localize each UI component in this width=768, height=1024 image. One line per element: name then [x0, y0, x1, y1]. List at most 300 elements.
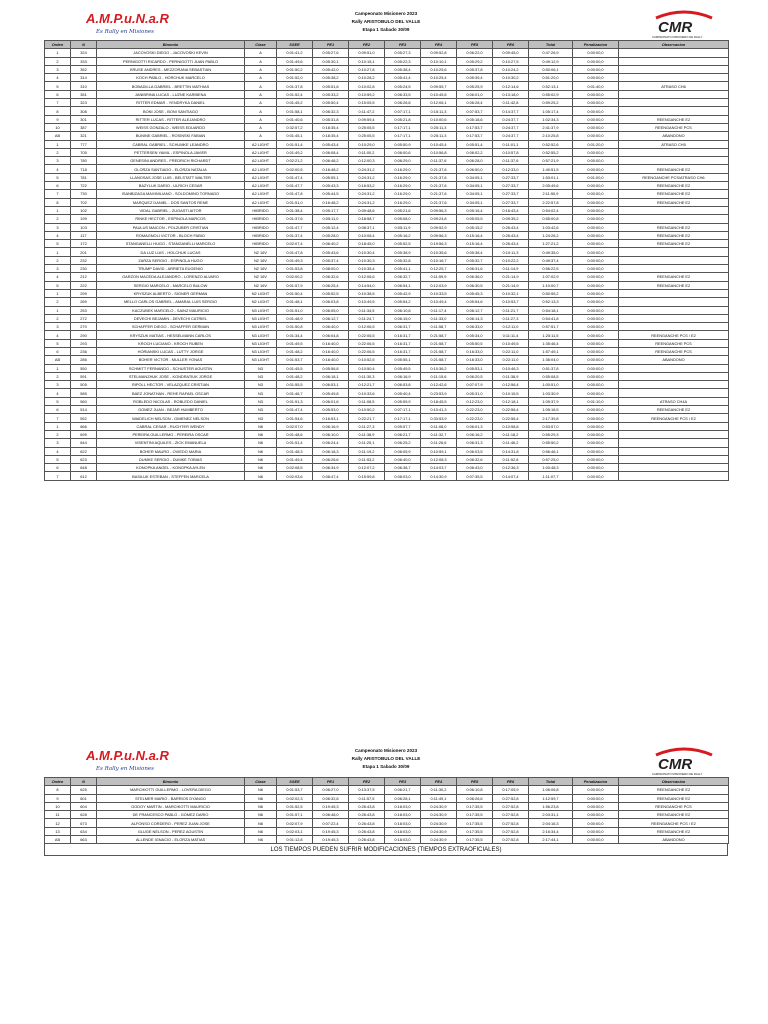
table-cell — [619, 430, 729, 438]
svg-text:Es Rally en Misiones: Es Rally en Misiones — [96, 29, 154, 35]
table-cell: 0:00:00,0 — [573, 65, 619, 73]
table-cell: 3 — [45, 323, 71, 331]
table-cell: 0:05:21,8 — [385, 115, 421, 123]
table-cell: 0:11:18,2 — [493, 430, 529, 438]
table-row — [45, 819, 729, 827]
table-cell: 0:01:40,6 — [277, 115, 313, 123]
table-row — [45, 339, 729, 347]
table-cell: 0:24:31,2 — [349, 173, 385, 181]
table-cell: 172 — [71, 240, 97, 248]
table-cell: 0:01:37,6 — [277, 215, 313, 223]
results-sheet-1 — [44, 8, 728, 481]
table-cell: 0:06:40,0 — [313, 323, 349, 331]
table-cell: N6 — [245, 439, 277, 447]
table-cell: 2 — [45, 57, 71, 65]
table-cell — [619, 206, 729, 214]
table-cell: 0:21:58,7 — [421, 339, 457, 347]
table-cell: A — [245, 65, 277, 73]
table-cell: 591 — [71, 372, 97, 380]
table-cell: 0:21:58,7 — [421, 347, 457, 355]
table-cell: 0:06:01,0 — [457, 90, 493, 98]
table-cell: CABRAL CESAR - RUCHTER WENDY — [97, 422, 245, 430]
table-row — [45, 397, 729, 405]
column-header: PE1 — [313, 41, 349, 49]
table-cell: 0:06:03,8 — [313, 298, 349, 306]
table-cell: 0:00:00,0 — [573, 289, 619, 297]
table-cell: 0:11:24,7 — [349, 314, 385, 322]
table-cell: 0:01:48,6 — [277, 430, 313, 438]
table-cell: 0:16:29,0 — [385, 190, 421, 198]
table-cell: 0:08:00,0 — [313, 265, 349, 273]
table-cell: 0:56:22,5 — [529, 265, 573, 273]
table-cell: 0:01:51,0 — [277, 306, 313, 314]
table-cell: 718 — [71, 165, 97, 173]
table-cell: 0:19:45,3 — [313, 827, 349, 835]
table-cell: 0:12:06,1 — [421, 99, 457, 107]
table-cell: 0:18:03,0 — [385, 819, 421, 827]
table-cell: REENGANCHE E2 — [619, 827, 729, 835]
table-cell — [619, 265, 729, 273]
table-cell: 673 — [71, 819, 97, 827]
table-cell: 560 — [71, 397, 97, 405]
table-cell: 0:12:18,1 — [493, 397, 529, 405]
table-cell: REENGANCHE E2 — [619, 273, 729, 281]
table-cell: 4 — [45, 447, 71, 455]
table-cell: 310 — [71, 82, 97, 90]
table-cell: 0:22:06,5 — [349, 331, 385, 339]
table-cell: 286 — [71, 356, 97, 364]
table-cell: 0:02:03,1 — [277, 827, 313, 835]
table-cell: 0:13:18,0 — [493, 90, 529, 98]
table-row — [45, 430, 729, 438]
table-cell: 0:10:57,8 — [493, 148, 529, 156]
table-cell: 0:11:38,9 — [349, 430, 385, 438]
table-cell: 0:05:27,6 — [313, 49, 349, 57]
table-cell: 0:11:47,2 — [349, 107, 385, 115]
table-cell: 0:05:43,6 — [313, 248, 349, 256]
table-cell: 0:00:00,0 — [573, 123, 619, 131]
table-row — [45, 314, 729, 322]
table-cell: 0:12:25,7 — [421, 265, 457, 273]
table-cell: REENGANCHE E2 — [619, 281, 729, 289]
table-cell: 4 — [45, 389, 71, 397]
table-cell: 0:11:30,3 — [349, 372, 385, 380]
table-cell: 0:06:53,1 — [313, 381, 349, 389]
table-cell: 0:05:56,8 — [313, 364, 349, 372]
table-cell: N3 — [245, 414, 277, 422]
table-cell: 0:10:30,4 — [349, 248, 385, 256]
table-cell: 0:17:17,1 — [385, 123, 421, 131]
table-cell: 0:00:00,0 — [573, 472, 619, 480]
table-cell: 0:11:32,7 — [421, 430, 457, 438]
table-cell: 0:50:06,1 — [529, 65, 573, 73]
table-cell: 1:03:42,6 — [529, 223, 573, 231]
table-cell: BOHER VICTOR - MULLER YONAS — [97, 356, 245, 364]
table-cell — [619, 298, 729, 306]
table-cell: 634 — [71, 827, 97, 835]
column-header: PE3 — [385, 41, 421, 49]
table-cell: 0:10:15,1 — [349, 57, 385, 65]
table-cell: 0:10:49,5 — [493, 339, 529, 347]
table-cell: A — [245, 90, 277, 98]
table-cell: 0:10:11,3 — [493, 248, 529, 256]
table-row — [45, 356, 729, 364]
table-cell: REENGANCHE PCS / E2 — [619, 819, 729, 827]
table-cell: 0:00:00,0 — [573, 786, 619, 794]
table-cell: 0:10:35,6 — [421, 248, 457, 256]
table-cell: 0:00:00,0 — [573, 298, 619, 306]
table-cell: BAEZ JONATHAN - REHE RAFAEL OSCAR — [97, 389, 245, 397]
table-cell: 333 — [71, 57, 97, 65]
table-cell: N3 — [245, 372, 277, 380]
table-cell: 0:06:05,0 — [313, 306, 349, 314]
table-cell: 0:06:31,6 — [457, 265, 493, 273]
table-cell: 0:22:11,0 — [493, 347, 529, 355]
table-cell: 1:24:26,2 — [529, 231, 573, 239]
disclaimer-note: LOS TIEMPOS PUEDEN SUFRIR MODIFICACIONES (TIEMPOS EXTRAOFICIALES) — [44, 844, 728, 856]
table-row — [45, 281, 729, 289]
table-cell: 0:24:31,2 — [349, 198, 385, 206]
table-cell: 0:26:43,8 — [349, 836, 385, 844]
table-cell: MARQUEZ DANIEL - DOS SANTOS RENE — [97, 198, 245, 206]
table-cell: 0:15:16,4 — [457, 231, 493, 239]
table-cell: 0:34:05,1 — [457, 190, 493, 198]
column-header: PE3 — [385, 778, 421, 786]
table-cell: 514 — [71, 406, 97, 414]
table-cell: 0:12:08,3 — [421, 455, 457, 463]
table-cell: 0:09:52,8 — [421, 49, 457, 57]
table-cell: 0:06:38,7 — [385, 464, 421, 472]
table-row — [45, 273, 729, 281]
table-cell — [619, 215, 729, 223]
table-cell: 272 — [71, 314, 97, 322]
table-cell: 0:01:48,1 — [277, 298, 313, 306]
table-cell: RINKE HECTOR - ESPINOLA MARCOS — [97, 215, 245, 223]
table-cell: 0:10:53,7 — [493, 298, 529, 306]
table-row — [45, 347, 729, 355]
table-row — [45, 414, 729, 422]
table-cell: 0:00:00,0 — [573, 265, 619, 273]
table-cell: N3 LIGHT — [245, 323, 277, 331]
table-cell: 0:09:48,6 — [349, 206, 385, 214]
table-cell: A2 LIGHT — [245, 140, 277, 148]
table-cell: 0:05:57,7 — [385, 422, 421, 430]
table-cell: 0:10:49,4 — [421, 298, 457, 306]
table-cell — [619, 389, 729, 397]
table-cell: 0:01:49,6 — [277, 57, 313, 65]
table-cell: ISANBIZAGA MAXIMILIANO - SOLDOMINO TORNADO — [97, 190, 245, 198]
table-cell: 0:11:11,4 — [493, 331, 529, 339]
table-cell: 0:32:57,2 — [277, 123, 313, 131]
table-cell: 0:11:01,1 — [493, 140, 529, 148]
table-cell: ABANDONO — [619, 356, 729, 364]
table-cell: 1:27:21,2 — [529, 240, 573, 248]
table-row — [45, 90, 729, 98]
table-cell: 1:03:30,9 — [529, 389, 573, 397]
table-cell: 0:02:07,4 — [277, 240, 313, 248]
table-cell: 0:01:51,0 — [277, 198, 313, 206]
table-cell: 5 — [45, 82, 71, 90]
table-cell: 0:00:00,0 — [573, 347, 619, 355]
table-cell: 0:50:55,2 — [529, 289, 573, 297]
table-cell: A2 LIGHT — [245, 148, 277, 156]
table-cell — [619, 99, 729, 107]
title-block — [44, 747, 728, 771]
table-cell: 0:17:53,7 — [457, 132, 493, 140]
table-cell: 0:16:40,0 — [313, 347, 349, 355]
table-cell: 0:00:00,0 — [573, 256, 619, 264]
table-cell: 0:11:37,6 — [421, 157, 457, 165]
table-cell: 0:00:00,0 — [573, 331, 619, 339]
table-cell: 0:05:51,4 — [457, 140, 493, 148]
svg-text:CAMPEONATO MISIONERO DE RALLY: CAMPEONATO MISIONERO DE RALLY — [652, 35, 703, 39]
table-cell: 0:01:52,4 — [277, 90, 313, 98]
table-cell: 8 — [45, 107, 71, 115]
table-cell: 0:05:31,8 — [313, 115, 349, 123]
table-cell: 0:16:40,0 — [313, 356, 349, 364]
column-header: PE1 — [313, 778, 349, 786]
table-cell: BAZYLUK DARIO - ULRICH CESAR — [97, 182, 245, 190]
table-cell: 0:00:00,0 — [573, 248, 619, 256]
table-cell: 663 — [71, 836, 97, 844]
table-cell: A — [245, 107, 277, 115]
table-row — [45, 248, 729, 256]
table-cell: 0:05:18,6 — [457, 115, 493, 123]
table-cell: 0:06:16,2 — [457, 430, 493, 438]
table-cell: 299 — [71, 289, 97, 297]
table-cell: 0:05:27,3 — [385, 49, 421, 57]
table-cell: ABANDONO — [619, 132, 729, 140]
table-cell: 1 — [45, 364, 71, 372]
table-row — [45, 165, 729, 173]
table-cell: 3 — [45, 223, 71, 231]
table-cell: 0:01:49,4 — [277, 455, 313, 463]
table-cell: HORIANSKI LUCAS - LUTTY JORGE — [97, 347, 245, 355]
table-row — [45, 802, 729, 810]
table-cell: 1:02:34,3 — [529, 115, 573, 123]
table-cell: 0:10:28,2 — [349, 74, 385, 82]
table-cell: AB — [45, 356, 71, 364]
table-cell — [619, 256, 729, 264]
table-cell — [619, 472, 729, 480]
table-row — [45, 447, 729, 455]
column-header: PE4 — [421, 778, 457, 786]
results-table — [44, 40, 729, 481]
table-cell: 0:01:45,1 — [277, 132, 313, 140]
table-cell: 0:01:47,7 — [277, 223, 313, 231]
svg-text:CAMPEONATO MISIONERO DE RALLY: CAMPEONATO MISIONERO DE RALLY — [652, 772, 703, 776]
table-cell: 0:11:27,3 — [349, 422, 385, 430]
table-cell: DE FRANCESCO PABLO - GOMEZ DARIO — [97, 811, 245, 819]
table-cell: 3 — [45, 65, 71, 73]
table-cell: A — [245, 57, 277, 65]
table-row — [45, 140, 729, 148]
table-cell: 0:05:53,1 — [457, 364, 493, 372]
table-cell: 0:52:13,1 — [529, 82, 573, 90]
table-cell: 0:22:23,0 — [457, 406, 493, 414]
table-cell: 0:15:59,8 — [349, 472, 385, 480]
table-cell: GENESINI ANDRES - FREDRICH RICHARDT — [97, 157, 245, 165]
table-cell: 0:00:00,0 — [573, 323, 619, 331]
table-cell: ATRASO CH4A — [619, 397, 729, 405]
table-cell: 0:07:07,9 — [457, 381, 493, 389]
table-cell — [619, 372, 729, 380]
table-cell: 0:11:58,7 — [421, 323, 457, 331]
table-cell: 0:05:15,2 — [457, 223, 493, 231]
table-cell: 0:05:52,5 — [313, 289, 349, 297]
table-cell: 7 — [45, 99, 71, 107]
table-cell: 0:00:00,0 — [573, 157, 619, 165]
table-cell: 0:06:26,6 — [457, 794, 493, 802]
table-cell: TRUMP DAVID - ARRIETA EUGENIO — [97, 265, 245, 273]
table-row — [45, 256, 729, 264]
table-cell: 0:11:57,5 — [349, 794, 385, 802]
table-cell: 0:02:02,3 — [277, 794, 313, 802]
table-cell: SCHMITT FERNANDO - SCHUSTER AGUSTIN — [97, 364, 245, 372]
table-cell — [619, 439, 729, 447]
table-cell: 314 — [71, 74, 97, 82]
table-cell: 7 — [45, 414, 71, 422]
table-cell: 0:01:51,4 — [277, 439, 313, 447]
table-cell: 8 — [45, 198, 71, 206]
table-cell: 0:18:03,0 — [385, 802, 421, 810]
table-cell: 0:00:00,0 — [573, 215, 619, 223]
table-cell: 0:22:56,4 — [493, 414, 529, 422]
table-cell: A2 LIGHT — [245, 198, 277, 206]
table-cell: 0:09:59,4 — [349, 115, 385, 123]
table-cell: N3 LIGHT — [245, 331, 277, 339]
table-cell: CABRAL GABRIEL - SCHUMKE LEANDRO — [97, 140, 245, 148]
table-row — [45, 455, 729, 463]
results-sheet-2 — [44, 745, 728, 856]
table-cell: 0:21:37,6 — [421, 190, 457, 198]
table-cell: 0:55:02,9 — [529, 90, 573, 98]
table-cell: 0:01:45,2 — [277, 99, 313, 107]
table-cell: 0:16:53,1 — [313, 414, 349, 422]
table-cell: 0:05:29,2 — [457, 57, 493, 65]
rally-title: Rally ARISTOBULO DEL VALLE — [351, 756, 421, 761]
table-cell: N6 — [245, 430, 277, 438]
table-cell: 351 — [71, 90, 97, 98]
column-header: PE4 — [421, 41, 457, 49]
table-cell: 0:26:43,4 — [493, 223, 529, 231]
table-cell: REENGANCHE PCS / E2 — [619, 414, 729, 422]
table-cell: 612 — [71, 472, 97, 480]
table-cell: 0:17:35,5 — [457, 836, 493, 844]
table-cell: 0:10:50,4 — [349, 364, 385, 372]
table-cell: 0:06:03,5 — [457, 447, 493, 455]
table-cell: 0:05:32,7 — [457, 256, 493, 264]
svg-text:A.M.P.u.N.a.R: A.M.P.u.N.a.R — [86, 748, 169, 763]
table-cell: REENGANCHE E2 — [619, 240, 729, 248]
table-cell: 0:05:11,0 — [313, 215, 349, 223]
table-cell: 0:54:41,8 — [529, 314, 573, 322]
table-cell: WEISS GONZALO - WEISS EDUARDO — [97, 123, 245, 131]
table-cell: 0:08:47,4 — [313, 472, 349, 480]
table-cell: 0:16:29,0 — [385, 173, 421, 181]
table-cell: 0:53:57,0 — [529, 422, 573, 430]
table-cell: 0:00:00,0 — [573, 422, 619, 430]
table-cell: 0:01:50,2 — [277, 65, 313, 73]
column-header: PE2 — [349, 41, 385, 49]
table-cell: 222 — [71, 281, 97, 289]
table-cell: 0:01:57,1 — [277, 811, 313, 819]
table-cell: 0:12:21,7 — [349, 381, 385, 389]
table-cell: 1:00:51,0 — [529, 381, 573, 389]
table-cell: 0:06:53,8 — [385, 381, 421, 389]
table-cell: 0:49:37,4 — [529, 256, 573, 264]
table-cell: N3 LIGHT — [245, 306, 277, 314]
table-cell: 0:01:54,6 — [277, 414, 313, 422]
table-cell: 0:01:49,3 — [277, 256, 313, 264]
table-row — [45, 306, 729, 314]
table-cell: KONOPKA ANGEL - KONOPKA AYLEN — [97, 464, 245, 472]
table-cell: 0:09:56,3 — [421, 206, 457, 214]
table-cell: 1:36:04,0 — [529, 356, 573, 364]
table-cell: 0:10:36,2 — [421, 364, 457, 372]
table-cell: 0:05:49,8 — [313, 389, 349, 397]
table-cell: BOHER MAURO - OVIEDO MARIA — [97, 447, 245, 455]
table-cell — [619, 157, 729, 165]
table-cell: 0:00:00,0 — [573, 414, 619, 422]
table-cell: 0:34:05,1 — [457, 173, 493, 181]
table-cell: 0:06:31,3 — [457, 439, 493, 447]
table-cell: 0:01:48,2 — [277, 372, 313, 380]
table-cell: 0:09:35,2 — [493, 215, 529, 223]
table-cell: 0:01:51,3 — [277, 397, 313, 405]
table-cell: 0:06:08,4 — [313, 148, 349, 156]
table-cell: 0:00:00,0 — [573, 827, 619, 835]
table-cell: 0:10:30,2 — [493, 74, 529, 82]
table-cell: 0:05:43,3 — [313, 182, 349, 190]
table-cell: 550 — [71, 364, 97, 372]
table-cell: 253 — [71, 306, 97, 314]
table-cell: 0:06:20,5 — [457, 372, 493, 380]
table-cell: 0:05:05,5 — [457, 215, 493, 223]
table-cell: 7 — [45, 190, 71, 198]
column-header: Observacion — [619, 41, 729, 49]
table-cell: 0:34:05,1 — [457, 198, 493, 206]
table-cell: RITTER LUCAS - RITTER ALEJANDRO — [97, 115, 245, 123]
table-cell: 0:05:25,9 — [457, 82, 493, 90]
table-cell: N3 LIGHT — [245, 356, 277, 364]
table-cell: 0:06:28,1 — [385, 794, 421, 802]
table-cell: 0:05:16,2 — [385, 231, 421, 239]
table-cell: 0:00:00,0 — [573, 364, 619, 372]
table-cell: JACOVOSKI DIEGO - JACOVOSKI KEVIN — [97, 49, 245, 57]
table-cell: N6 — [245, 464, 277, 472]
table-cell: 0:05:31,0 — [457, 389, 493, 397]
table-cell: 0:10:56,8 — [421, 148, 457, 156]
table-cell: 0:05:42,0 — [313, 65, 349, 73]
table-cell: 0:10:41,3 — [421, 406, 457, 414]
table-cell: REENGANCHE E2 — [619, 223, 729, 231]
table-row — [45, 389, 729, 397]
table-cell: A2 LIGHT — [245, 173, 277, 181]
table-cell: 0:18:03,0 — [385, 827, 421, 835]
table-cell: 0:12:03,9 — [421, 281, 457, 289]
column-header: N — [71, 778, 97, 786]
table-cell: 0:21:37,6 — [421, 182, 457, 190]
table-cell: 0:27:33,7 — [493, 182, 529, 190]
table-cell: A2 LIGHT — [245, 165, 277, 173]
table-cell: 323 — [71, 99, 97, 107]
table-cell: DA LUZ LUIS - HOLCHUK LUCAS — [97, 248, 245, 256]
table-cell: 0:00:00,0 — [573, 240, 619, 248]
table-cell — [619, 289, 729, 297]
table-cell: 0:12:36,3 — [493, 464, 529, 472]
table-cell: 0:07:17,1 — [385, 107, 421, 115]
